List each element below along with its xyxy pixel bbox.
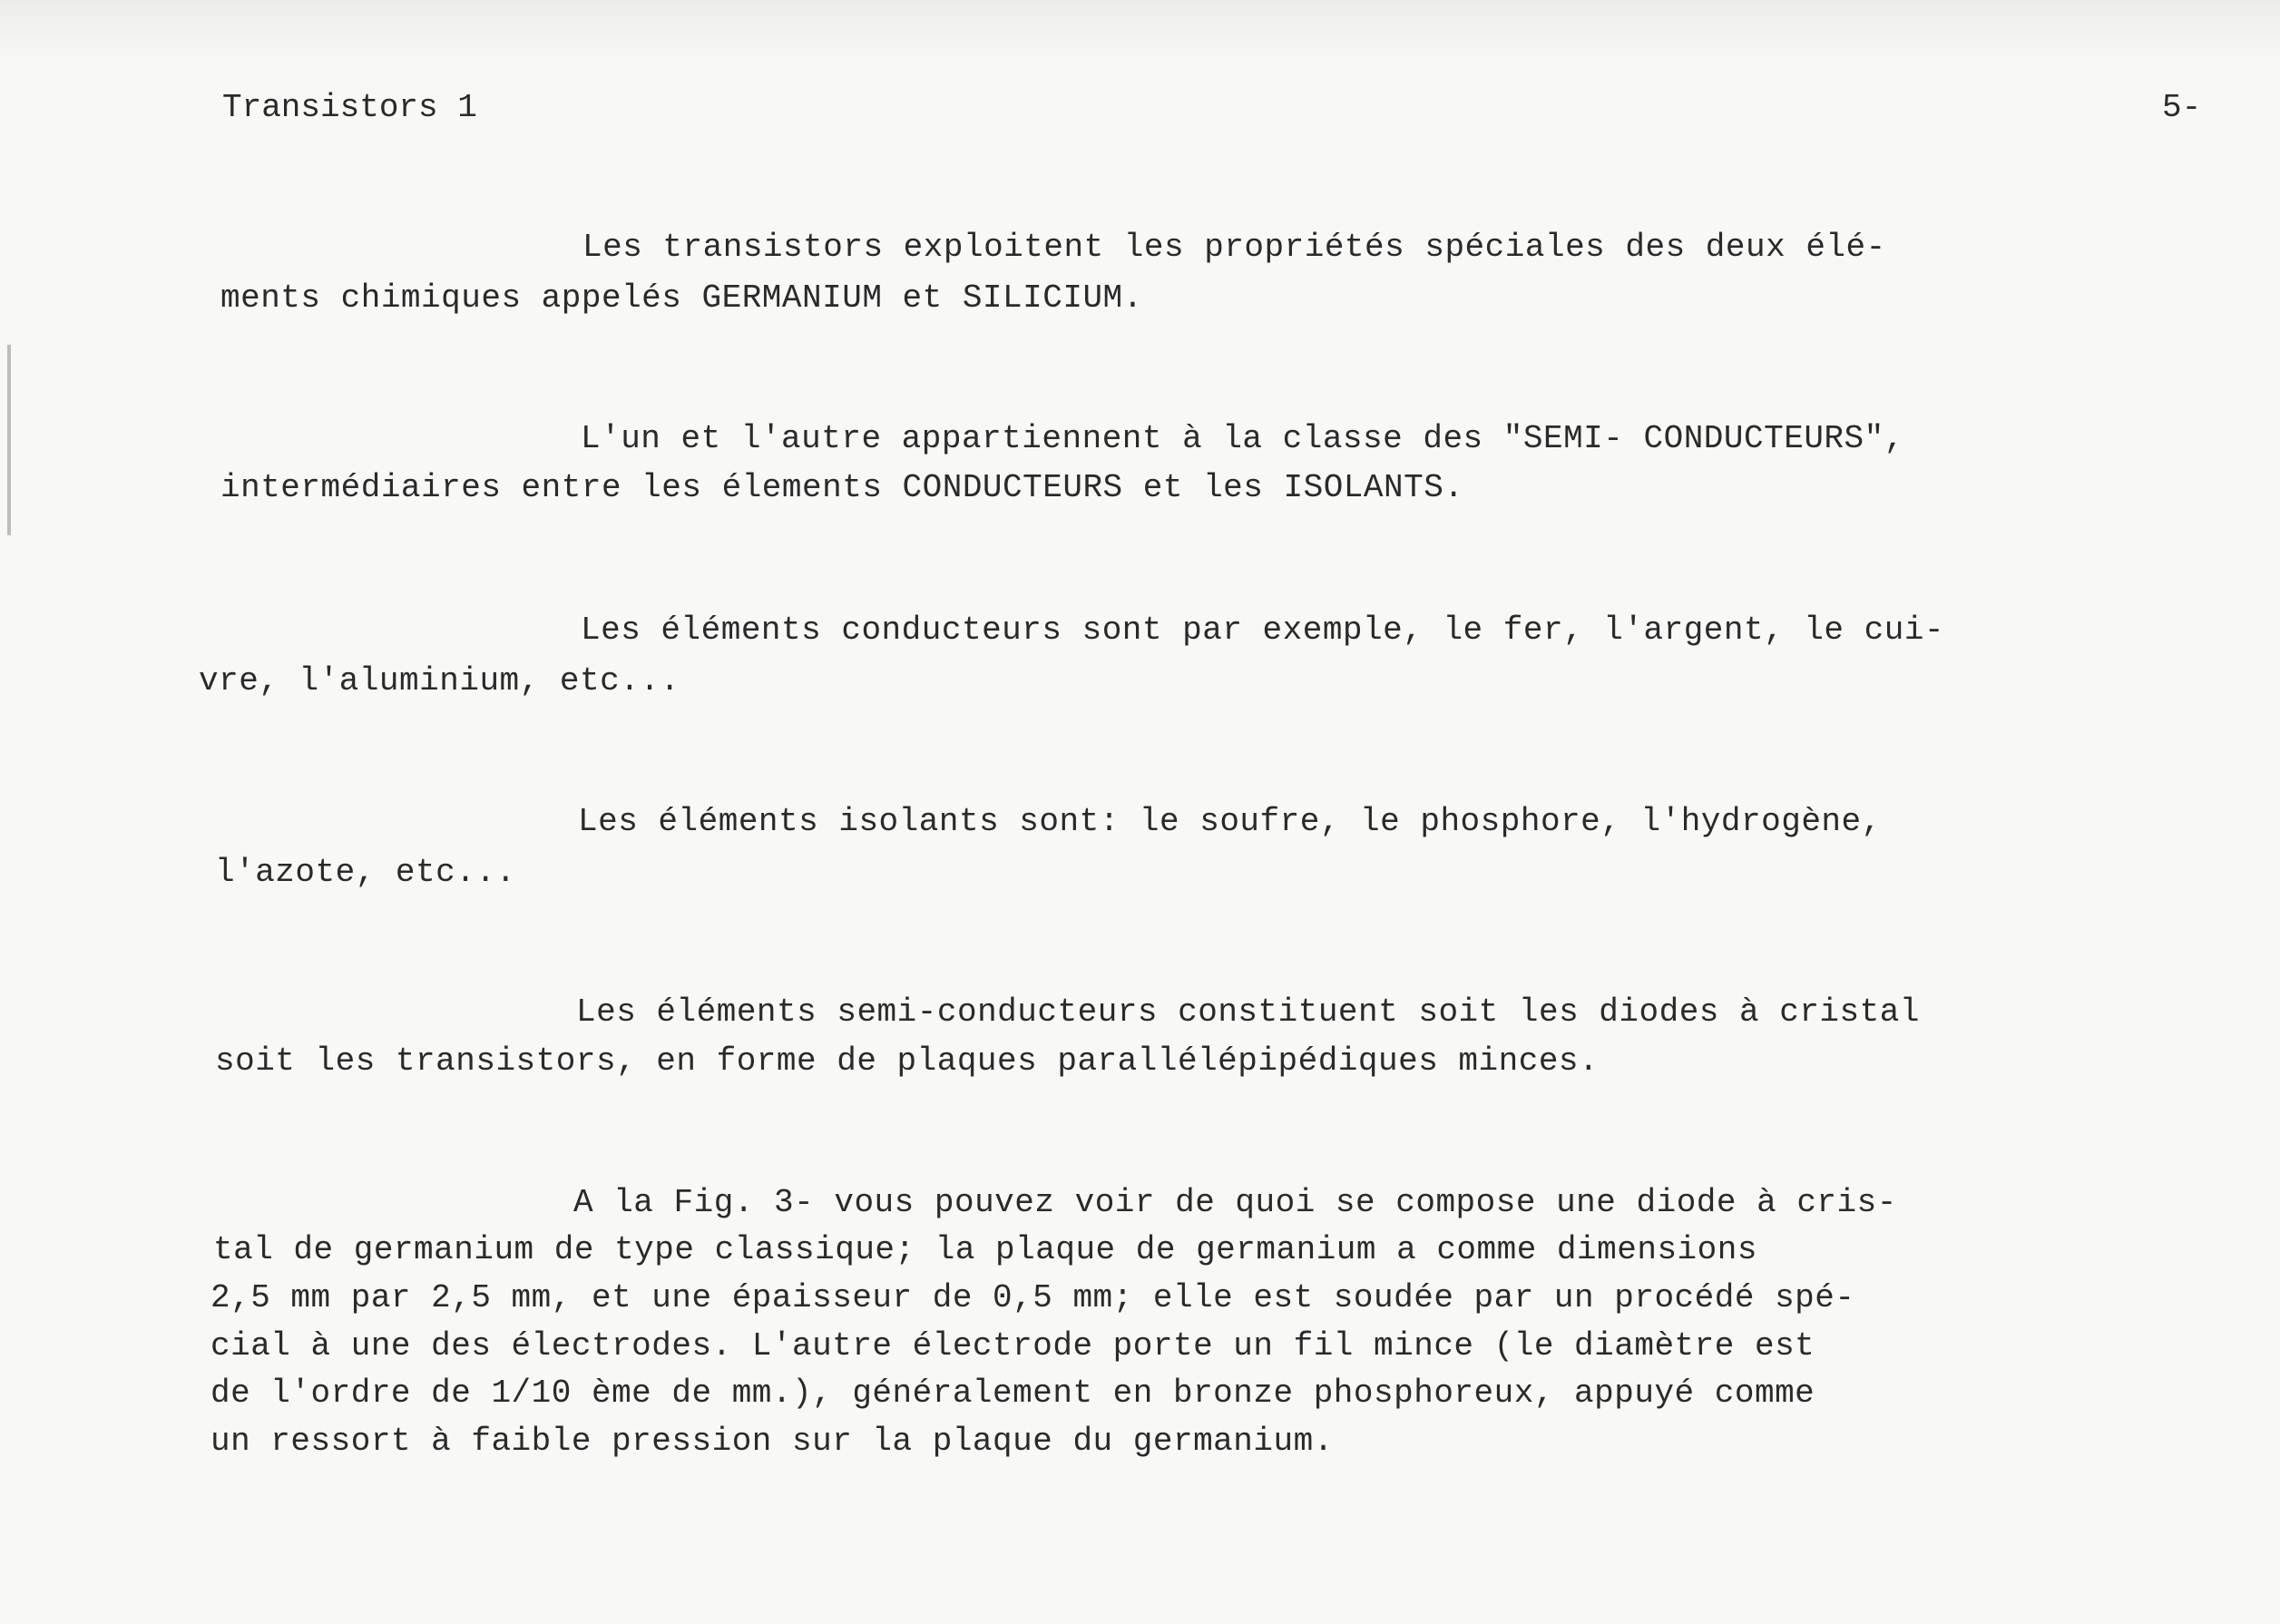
page-number: 5- (2162, 89, 2202, 126)
paragraph-6-line-2: tal de germanium de type classique; la plaque de germanium a comme dimensions (213, 1231, 1757, 1268)
paragraph-1-line-2: ments chimiques appelés GERMANIUM et SILICIUM. (220, 279, 1143, 317)
paragraph-5-line-1: Les éléments semi-conducteurs constituent soit les diodes à cristal (576, 993, 1920, 1031)
scan-shadow (0, 0, 2280, 64)
paragraph-2-line-2: intermédiaires entre les élements CONDUCTEURS et les ISOLANTS. (220, 469, 1464, 506)
paragraph-6-line-4: cial à une des électrodes. L'autre électrode porte un fil mince (le diamètre est (210, 1327, 1815, 1365)
paragraph-1-line-1: Les transistors exploitent les propriétés spéciales des deux élé- (582, 229, 1886, 266)
margin-mark (7, 345, 11, 535)
paragraph-3-line-1: Les éléments conducteurs sont par exemple, le fer, l'argent, le cui- (581, 611, 1945, 649)
paragraph-3-line-2: vre, l'aluminium, etc... (199, 662, 680, 699)
paragraph-2-line-1: L'un et l'autre appartiennent à la classe des "SEMI- CONDUCTEURS", (581, 420, 1904, 457)
paragraph-6-line-3: 2,5 mm par 2,5 mm, et une épaisseur de 0,5 mm; elle est soudée par un procédé spé- (210, 1279, 1855, 1316)
paragraph-4-line-2: l'azote, etc... (215, 854, 516, 891)
paragraph-6-line-5: de l'ordre de 1/10 ème de mm.), généralement en bronze phosphoreux, appuyé comme (210, 1375, 1815, 1412)
paragraph-5-line-2: soit les transistors, en forme de plaques parallélépipédiques minces. (215, 1042, 1600, 1080)
paragraph-6-line-6: un ressort à faible pression sur la plaque du germanium. (210, 1423, 1334, 1460)
paragraph-6-line-1: A la Fig. 3- vous pouvez voir de quoi se compose une diode à cris- (573, 1184, 1897, 1221)
paragraph-4-line-1: Les éléments isolants sont: le soufre, le phosphore, l'hydrogène, (578, 803, 1882, 840)
running-header-title: Transistors 1 (222, 89, 477, 126)
